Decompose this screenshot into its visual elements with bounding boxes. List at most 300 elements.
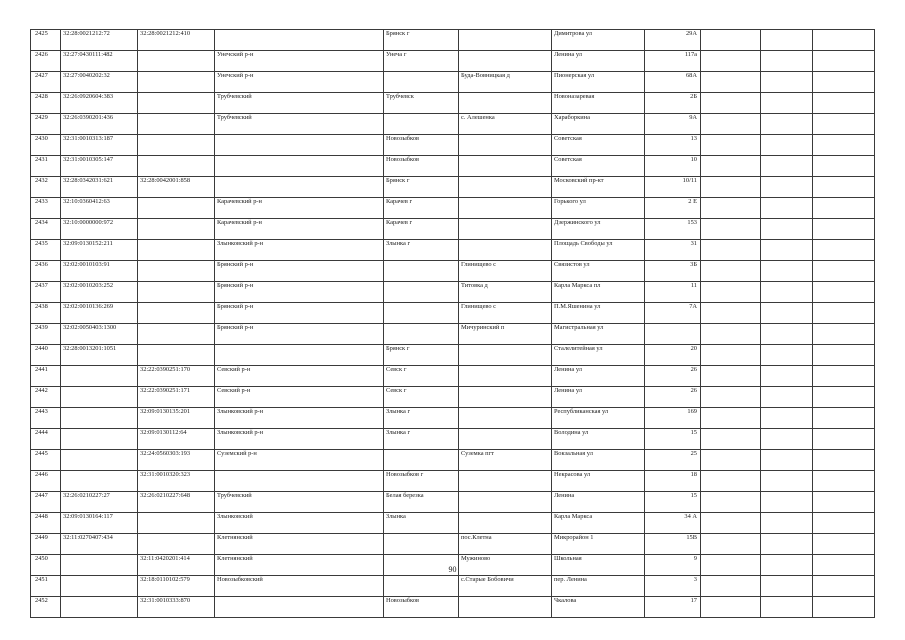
cell-n: 2438	[31, 303, 61, 324]
cell-e1	[701, 177, 761, 198]
cell-kad2: 32:11:0420201:414	[138, 555, 215, 576]
cell-kad1: 32:10:0000000:972	[61, 219, 138, 240]
cell-n: 2450	[31, 555, 61, 576]
cell-e1	[701, 492, 761, 513]
cell-kad1: 32:28:0342031:621	[61, 177, 138, 198]
cell-kad1: 32:26:0390201:436	[61, 114, 138, 135]
cell-locality	[459, 513, 552, 534]
cell-n: 2447	[31, 492, 61, 513]
cell-city: Злынка г	[384, 408, 459, 429]
cell-e2	[761, 114, 813, 135]
cell-kad2: 32:18:0110102:579	[138, 576, 215, 597]
cell-district	[215, 156, 384, 177]
cell-e1	[701, 366, 761, 387]
cell-kad2	[138, 135, 215, 156]
cell-street: Карла Маркса	[552, 513, 645, 534]
cell-e1	[701, 303, 761, 324]
cell-house: 11	[645, 282, 701, 303]
cell-street: Ленина	[552, 492, 645, 513]
cell-e3	[813, 408, 875, 429]
cell-district: Карачевский р-н	[215, 219, 384, 240]
cell-district: Трубчевский	[215, 114, 384, 135]
cell-e3	[813, 177, 875, 198]
cell-district: Карачевский р-н	[215, 198, 384, 219]
cell-street: Связистов ул	[552, 261, 645, 282]
cell-locality: с.Старые Бобовичи	[459, 576, 552, 597]
cell-e3	[813, 240, 875, 261]
table-row	[31, 303, 875, 324]
cell-locality: Глинищево с	[459, 303, 552, 324]
cell-house: 68А	[645, 72, 701, 93]
cell-kad1	[61, 366, 138, 387]
cell-kad1: 32:09:0130152:211	[61, 240, 138, 261]
cell-kad1: 32:28:0013201:1051	[61, 345, 138, 366]
cell-street: Карла Маркса пл	[552, 282, 645, 303]
cell-house: 26	[645, 387, 701, 408]
cell-city: Унеча г	[384, 51, 459, 72]
cell-house: 10	[645, 156, 701, 177]
cell-house: 18	[645, 471, 701, 492]
cell-kad1: 32:10:0360412:63	[61, 198, 138, 219]
cell-e3	[813, 534, 875, 555]
cell-kad2: 32:28:0021212:410	[138, 30, 215, 51]
cell-kad1: 32:26:0210227:27	[61, 492, 138, 513]
cell-locality: Мужиново	[459, 555, 552, 576]
cell-e1	[701, 408, 761, 429]
cell-kad1: 32:28:0021212:72	[61, 30, 138, 51]
cell-house: 10/11	[645, 177, 701, 198]
cell-house: 3	[645, 576, 701, 597]
cell-city: Злынка г	[384, 429, 459, 450]
cell-district: Злынковский	[215, 513, 384, 534]
cell-locality: Буда-Вовницкая д	[459, 72, 552, 93]
cell-e3	[813, 219, 875, 240]
cell-street: Магистральная ул	[552, 324, 645, 345]
cell-city: Новозыбков	[384, 135, 459, 156]
table-row	[31, 240, 875, 261]
cell-e1	[701, 471, 761, 492]
cell-n: 2444	[31, 429, 61, 450]
cell-kad2	[138, 198, 215, 219]
cell-e2	[761, 513, 813, 534]
cell-locality	[459, 366, 552, 387]
cell-street: П.М.Яшенина ул	[552, 303, 645, 324]
cell-district: Брянский р-н	[215, 324, 384, 345]
cell-house: 34 А	[645, 513, 701, 534]
cell-street: Советская	[552, 156, 645, 177]
cell-city: Злынка г	[384, 240, 459, 261]
cell-kad1	[61, 450, 138, 471]
cell-kad2	[138, 513, 215, 534]
cell-kad1	[61, 429, 138, 450]
cell-house: 25	[645, 450, 701, 471]
cell-kad2	[138, 282, 215, 303]
cell-e1	[701, 198, 761, 219]
cell-kad1: 32:09:0130164:117	[61, 513, 138, 534]
cell-e3	[813, 282, 875, 303]
cell-district: Злынковский р-н	[215, 429, 384, 450]
cell-kad2: 32:28:0042001:858	[138, 177, 215, 198]
cell-district: Унечский р-н	[215, 72, 384, 93]
cell-e1	[701, 324, 761, 345]
cell-kad1: 32:27:0040202:32	[61, 72, 138, 93]
cell-e3	[813, 597, 875, 618]
cell-e2	[761, 177, 813, 198]
cell-n: 2431	[31, 156, 61, 177]
cell-kad2	[138, 156, 215, 177]
cell-locality	[459, 51, 552, 72]
cell-city: Трубчевск	[384, 93, 459, 114]
cell-house: 26	[645, 366, 701, 387]
cell-street: Ленина ул	[552, 51, 645, 72]
table-row	[31, 387, 875, 408]
cell-e3	[813, 492, 875, 513]
cell-street: Хараборкина	[552, 114, 645, 135]
cell-district: Злынковский р-н	[215, 408, 384, 429]
cell-e2	[761, 408, 813, 429]
cell-city	[384, 324, 459, 345]
cell-city: Брянск г	[384, 177, 459, 198]
cell-n: 2445	[31, 450, 61, 471]
cell-e2	[761, 345, 813, 366]
cell-e1	[701, 30, 761, 51]
cell-district: Суземский р-н	[215, 450, 384, 471]
cell-e1	[701, 387, 761, 408]
cell-n: 2427	[31, 72, 61, 93]
cell-e1	[701, 534, 761, 555]
cell-district	[215, 345, 384, 366]
table-body	[31, 30, 875, 618]
cell-kad1: 32:11:0270407:434	[61, 534, 138, 555]
cell-house: 7А	[645, 303, 701, 324]
cell-e3	[813, 513, 875, 534]
cell-e1	[701, 240, 761, 261]
cell-n: 2440	[31, 345, 61, 366]
cell-kad2	[138, 114, 215, 135]
cell-district: Клетнянский	[215, 555, 384, 576]
cell-street: Ленина ул	[552, 387, 645, 408]
cell-street: Республиканская ул	[552, 408, 645, 429]
cell-e2	[761, 303, 813, 324]
cell-locality	[459, 219, 552, 240]
cell-street: Новоназаревая	[552, 93, 645, 114]
cell-street: Площадь Свободы ул	[552, 240, 645, 261]
cell-e3	[813, 93, 875, 114]
cell-kad2: 32:26:0210227:648	[138, 492, 215, 513]
cell-n: 2449	[31, 534, 61, 555]
cell-street: пер. Ленина	[552, 576, 645, 597]
cell-house: 15В	[645, 534, 701, 555]
cell-street: Московский пр-кт	[552, 177, 645, 198]
cell-e3	[813, 198, 875, 219]
cell-e3	[813, 366, 875, 387]
cell-n: 2443	[31, 408, 61, 429]
cell-e3	[813, 303, 875, 324]
cell-street: Димитрова ул	[552, 30, 645, 51]
cell-e2	[761, 261, 813, 282]
cell-e2	[761, 492, 813, 513]
cell-n: 2432	[31, 177, 61, 198]
cell-e1	[701, 282, 761, 303]
cell-e3	[813, 51, 875, 72]
cell-district: Трубчевский	[215, 93, 384, 114]
cell-house: 3Б	[645, 261, 701, 282]
cell-city: Брянск г	[384, 345, 459, 366]
cell-house: 9	[645, 555, 701, 576]
cell-city: Новозыбков	[384, 156, 459, 177]
cell-locality: Титовка д	[459, 282, 552, 303]
cell-n: 2446	[31, 471, 61, 492]
cell-kad1: 32:02:0050403:1300	[61, 324, 138, 345]
table-row	[31, 366, 875, 387]
cell-e3	[813, 135, 875, 156]
cell-kad1	[61, 387, 138, 408]
cell-district: Брянский р-н	[215, 261, 384, 282]
cell-e2	[761, 156, 813, 177]
cell-n: 2441	[31, 366, 61, 387]
cell-e3	[813, 450, 875, 471]
table-row	[31, 408, 875, 429]
cell-kad1	[61, 597, 138, 618]
cell-street: Микрорайон 1	[552, 534, 645, 555]
table-row	[31, 135, 875, 156]
cell-e2	[761, 219, 813, 240]
cell-e2	[761, 471, 813, 492]
cell-kad2	[138, 93, 215, 114]
cell-street: Вокзальная ул	[552, 450, 645, 471]
cell-e2	[761, 51, 813, 72]
cell-city	[384, 114, 459, 135]
cell-city: Брянск г	[384, 30, 459, 51]
table-row	[31, 282, 875, 303]
table-row	[31, 51, 875, 72]
cell-house: 2Б	[645, 93, 701, 114]
cell-house: 15	[645, 429, 701, 450]
cell-street: Чкалова	[552, 597, 645, 618]
cell-e3	[813, 471, 875, 492]
cell-city: Севск г	[384, 387, 459, 408]
table-row	[31, 576, 875, 597]
cell-locality	[459, 387, 552, 408]
cell-e2	[761, 30, 813, 51]
cell-locality: Глинищево с	[459, 261, 552, 282]
cell-e2	[761, 597, 813, 618]
cell-n: 2435	[31, 240, 61, 261]
cell-locality	[459, 240, 552, 261]
cell-city	[384, 282, 459, 303]
cell-e3	[813, 576, 875, 597]
cell-kad2: 32:09:0130112:64	[138, 429, 215, 450]
cell-house: 169	[645, 408, 701, 429]
cell-city: Севск г	[384, 366, 459, 387]
cell-n: 2433	[31, 198, 61, 219]
cell-district	[215, 135, 384, 156]
cell-kad2	[138, 219, 215, 240]
cell-e2	[761, 429, 813, 450]
cell-city: Карачев г	[384, 198, 459, 219]
cell-e1	[701, 261, 761, 282]
table-row	[31, 597, 875, 618]
cell-kad1: 32:31:0010305:147	[61, 156, 138, 177]
cell-e2	[761, 135, 813, 156]
table-row	[31, 534, 875, 555]
cell-n: 2452	[31, 597, 61, 618]
cell-e1	[701, 597, 761, 618]
cell-locality: с. Алешенка	[459, 114, 552, 135]
cell-house: 117а	[645, 51, 701, 72]
cell-e3	[813, 345, 875, 366]
cell-e1	[701, 513, 761, 534]
cell-kad2	[138, 261, 215, 282]
cell-locality	[459, 30, 552, 51]
cell-locality: пос.Клетна	[459, 534, 552, 555]
table-row	[31, 198, 875, 219]
cell-n: 2428	[31, 93, 61, 114]
cell-kad1: 32:27:0430111:482	[61, 51, 138, 72]
cell-e1	[701, 93, 761, 114]
cell-kad1	[61, 576, 138, 597]
cell-kad2	[138, 534, 215, 555]
cell-kad2	[138, 303, 215, 324]
cell-house: 2 Е	[645, 198, 701, 219]
cell-house: 20	[645, 345, 701, 366]
cell-kad1: 32:26:0920604:383	[61, 93, 138, 114]
cell-e2	[761, 534, 813, 555]
cell-kad2	[138, 72, 215, 93]
cell-n: 2451	[31, 576, 61, 597]
cell-district	[215, 471, 384, 492]
cell-street: Школьная	[552, 555, 645, 576]
cell-house: 13	[645, 135, 701, 156]
cell-street: Некрасова ул	[552, 471, 645, 492]
cell-district: Клетнянский	[215, 534, 384, 555]
cell-street: Советская	[552, 135, 645, 156]
table-row	[31, 324, 875, 345]
cell-e2	[761, 240, 813, 261]
cell-e3	[813, 387, 875, 408]
cell-e3	[813, 114, 875, 135]
cell-city: Новозыбков	[384, 597, 459, 618]
table-row	[31, 429, 875, 450]
cell-house: 31	[645, 240, 701, 261]
cell-locality	[459, 471, 552, 492]
cell-district	[215, 177, 384, 198]
cell-e1	[701, 135, 761, 156]
table-row	[31, 261, 875, 282]
cell-n: 2429	[31, 114, 61, 135]
page-number: 90	[448, 565, 457, 574]
cell-locality	[459, 492, 552, 513]
cell-locality	[459, 429, 552, 450]
cell-kad2: 32:22:0390251:171	[138, 387, 215, 408]
register-table	[30, 29, 875, 618]
cell-house: 17	[645, 597, 701, 618]
cell-kad2	[138, 345, 215, 366]
cell-city	[384, 72, 459, 93]
table-row	[31, 114, 875, 135]
cell-n: 2425	[31, 30, 61, 51]
cell-district	[215, 597, 384, 618]
cell-city	[384, 450, 459, 471]
cell-district: Севский р-н	[215, 387, 384, 408]
cell-locality	[459, 345, 552, 366]
cell-n: 2430	[31, 135, 61, 156]
cell-house: 15	[645, 492, 701, 513]
cell-kad2	[138, 324, 215, 345]
table-row	[31, 345, 875, 366]
cell-city	[384, 576, 459, 597]
cell-locality	[459, 177, 552, 198]
cell-e3	[813, 30, 875, 51]
cell-e1	[701, 576, 761, 597]
cell-kad1: 32:31:0010313:187	[61, 135, 138, 156]
cell-street: Пионерская ул	[552, 72, 645, 93]
table-row	[31, 156, 875, 177]
cell-district: Трубчевский	[215, 492, 384, 513]
table-row	[31, 513, 875, 534]
cell-district: Севский р-н	[215, 366, 384, 387]
cell-e1	[701, 450, 761, 471]
cell-n: 2442	[31, 387, 61, 408]
cell-street: Сталелитейная ул	[552, 345, 645, 366]
cell-city	[384, 303, 459, 324]
cell-locality	[459, 135, 552, 156]
cell-house: 29А	[645, 30, 701, 51]
cell-e2	[761, 450, 813, 471]
cell-e1	[701, 219, 761, 240]
cell-e3	[813, 156, 875, 177]
cell-house: 9А	[645, 114, 701, 135]
cell-house	[645, 324, 701, 345]
cell-e3	[813, 261, 875, 282]
cell-e2	[761, 93, 813, 114]
cell-e2	[761, 576, 813, 597]
cell-n: 2437	[31, 282, 61, 303]
cell-n: 2436	[31, 261, 61, 282]
cell-street: Ленина ул	[552, 366, 645, 387]
cell-kad2: 32:09:0130135:201	[138, 408, 215, 429]
cell-street: Володина ул	[552, 429, 645, 450]
table-row	[31, 93, 875, 114]
cell-city: Новозыбков г	[384, 471, 459, 492]
table-row	[31, 30, 875, 51]
cell-street: Дзержинского ул	[552, 219, 645, 240]
table-row	[31, 72, 875, 93]
cell-n: 2434	[31, 219, 61, 240]
cell-house: 153	[645, 219, 701, 240]
register-table-wrapper	[30, 29, 874, 618]
cell-e1	[701, 114, 761, 135]
cell-e2	[761, 324, 813, 345]
cell-kad1: 32:02:0010103:91	[61, 261, 138, 282]
cell-locality	[459, 156, 552, 177]
cell-e3	[813, 72, 875, 93]
cell-city: Злынка	[384, 513, 459, 534]
cell-kad2: 32:24:0560303:193	[138, 450, 215, 471]
cell-kad2	[138, 240, 215, 261]
cell-locality: Суземка пгт	[459, 450, 552, 471]
cell-district: Злынковский р-н	[215, 240, 384, 261]
cell-kad2: 32:22:0390251:170	[138, 366, 215, 387]
cell-city: Карачев г	[384, 219, 459, 240]
cell-kad1	[61, 408, 138, 429]
cell-street: Горького ул	[552, 198, 645, 219]
cell-n: 2448	[31, 513, 61, 534]
cell-locality	[459, 597, 552, 618]
cell-e3	[813, 429, 875, 450]
cell-locality	[459, 198, 552, 219]
cell-e1	[701, 72, 761, 93]
